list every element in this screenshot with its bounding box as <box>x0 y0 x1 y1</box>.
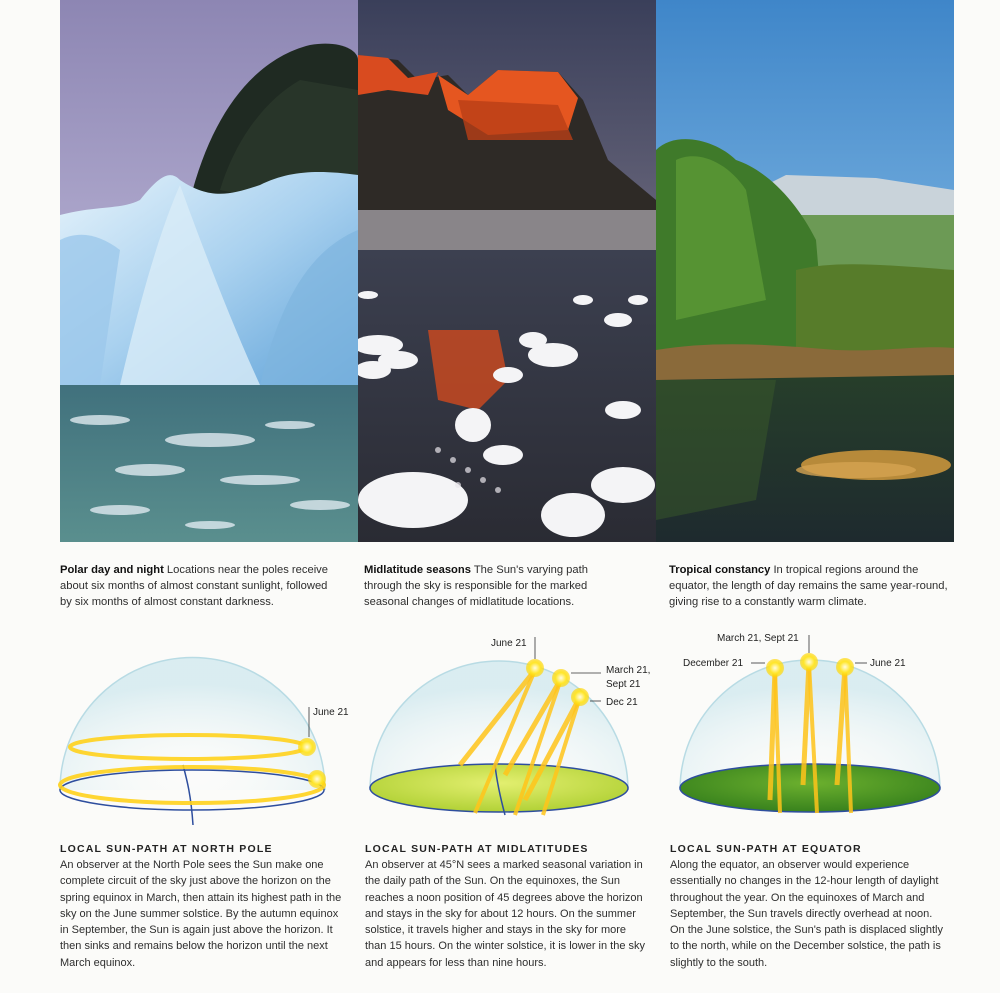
label-june21: June 21 <box>870 658 906 669</box>
sun-icon-june <box>836 658 854 676</box>
label-march-sept: March 21, Sept 21 <box>717 633 799 644</box>
caption-tropical-text: In tropical regions around the equator, the length of day remains the same year-round, giving rise to a constantly warm climate. <box>669 564 948 608</box>
heading-north-pole: LOCAL SUN-PATH AT NORTH POLE <box>60 843 273 855</box>
sun-icon-equinox <box>552 669 570 687</box>
photo-midlatitude-river <box>358 0 656 542</box>
label-march21: March 21, <box>606 665 651 676</box>
photo-polar-iceberg <box>60 0 358 542</box>
caption-midlatitude <box>364 562 626 610</box>
caption-tropical <box>669 562 954 610</box>
label-dec21: Dec 21 <box>606 697 638 708</box>
caption-midlatitude-title: Midlatitude seasons <box>364 564 471 576</box>
sun-icon-equinox <box>308 770 326 788</box>
diagram-midlatitudes <box>365 625 665 825</box>
caption-polar-title: Polar day and night <box>60 564 164 576</box>
caption-midlatitude-text: The Sun's varying path through the sky is responsible for the marked seasonal changes of midlatitude locations. <box>364 564 588 608</box>
sun-icon-equinox <box>800 653 818 671</box>
heading-midlatitudes: LOCAL SUN-PATH AT MIDLATITUDES <box>365 843 589 855</box>
caption-polar-text: Locations near the poles receive about six months of almost constant sunlight, followed by six months of almost constant darkness. <box>60 564 328 608</box>
photo-tropical-river <box>656 0 954 542</box>
sun-icon-dec <box>571 688 589 706</box>
caption-polar <box>60 562 340 610</box>
body-equator: Along the equator, an observer would experience essentially no changes in the 12-hour length of daylight throughout the year. On the equinoxes of March and September, the Sun travels directly overhead at noon. On the June solstice, the Sun's path is displaced slightly to the north, while on the December solstice, the path is slightly to the south. <box>670 859 943 969</box>
label-june21: June 21 <box>313 707 349 718</box>
label-december21: December 21 <box>683 658 744 669</box>
caption-tropical-title: Tropical constancy <box>669 564 771 576</box>
body-midlatitudes: An observer at 45°N sees a marked seasonal variation in the daily path of the Sun. On the equinoxes, the Sun reaches a noon position of 45 degrees above the horizon and stays in the sky for about 12 hours. On the summer solstice, it travels higher and stays in the sky for more than 15 hours. On the winter solstice, it is lower in the sky and appears for less than nine hours. <box>365 859 646 969</box>
sun-icon-june <box>526 659 544 677</box>
sun-icon-june <box>298 738 316 756</box>
ground-disc <box>680 764 940 812</box>
diagram-equator <box>675 625 975 825</box>
diagram-north-pole <box>55 625 355 825</box>
label-june21: June 21 <box>491 638 527 649</box>
sun-icon-december <box>766 659 784 677</box>
body-north-pole: An observer at the North Pole sees the Sun make one complete circuit of the sky just above the horizon on the spring equinox in March, then attain its highest path in the sky on the June summer solstice. By the autumn equinox in September, the Sun is again just above the horizon. It then sinks and remains below the horizon until the next March equinox. <box>60 859 342 969</box>
heading-equator: LOCAL SUN-PATH AT EQUATOR <box>670 843 862 855</box>
label-sept21: Sept 21 <box>606 679 641 690</box>
